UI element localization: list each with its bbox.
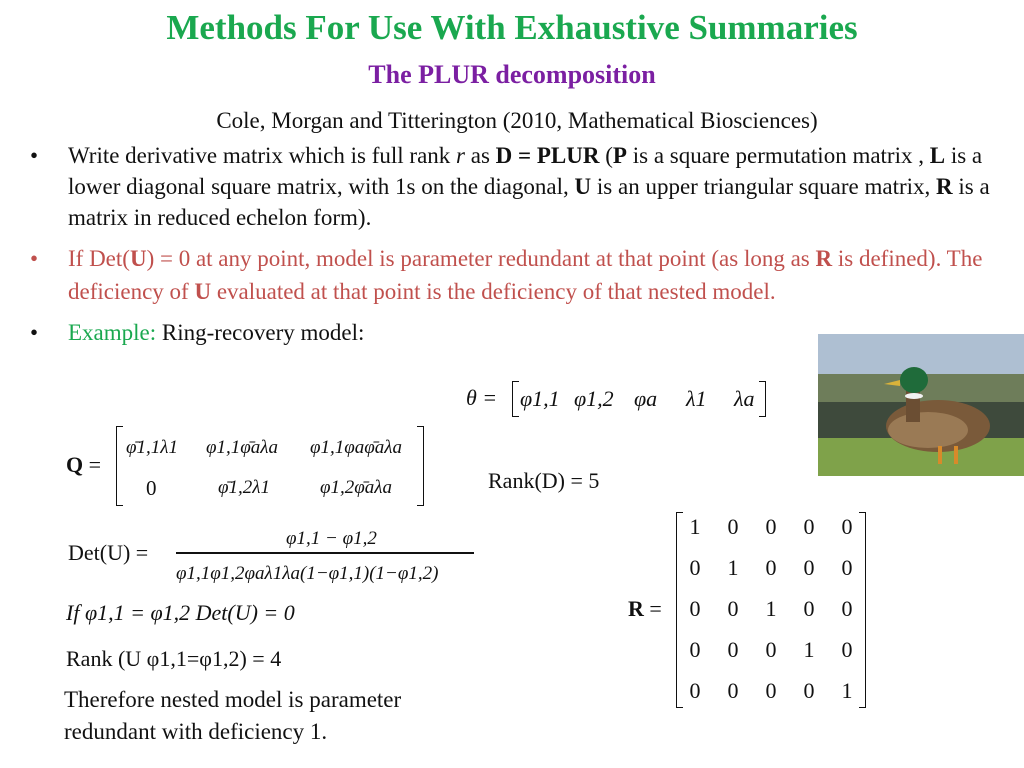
Q-cell: φ1,1φaφ̄aλa	[310, 437, 403, 458]
bullet-list	[30, 140, 998, 348]
R-cell: 0	[727, 514, 739, 539]
R-cell: 0	[803, 555, 815, 580]
theta-entry: φ1,2	[574, 386, 614, 411]
R-cell: 0	[727, 637, 739, 662]
det-U-label: Det(U) =	[68, 540, 149, 565]
Q-cell: φ̄1,1λ1	[126, 437, 178, 458]
R-cell: 0	[841, 596, 853, 621]
bullet-3: • Example: Ring-recovery model:	[30, 317, 998, 348]
R-cell: 0	[803, 596, 815, 621]
R-cell: 1	[803, 637, 815, 662]
bullet-1: • Write derivative matrix which is full rank r as D = PLUR (P is a square permutation matrix , L is a lower diagonal square matrix, with 1s on the diagonal, U is an upper triangular square matrix, R is a matrix in reduced echelon form).	[30, 140, 998, 233]
R-cell: 0	[689, 637, 701, 662]
Q-cell: 0	[146, 476, 157, 500]
R-cell: 0	[803, 514, 815, 539]
bullet-dot: •	[30, 143, 39, 168]
det-U-numerator: φ1,1 − φ1,2	[286, 528, 377, 549]
R-cell: 0	[689, 678, 701, 703]
bullet-dot: •	[30, 246, 39, 271]
bullet-dot: •	[30, 320, 39, 345]
R-cell: 1	[727, 555, 739, 580]
slide-title: Methods For Use With Exhaustive Summaries	[166, 8, 858, 47]
Q-cell: φ1,1φ̄aλa	[206, 437, 279, 458]
R-cell: 0	[727, 596, 739, 621]
R-cell: 1	[765, 596, 777, 621]
R-cell: 0	[689, 555, 701, 580]
theta-entry: λ1	[686, 386, 707, 411]
theta-entry: λa	[734, 386, 755, 411]
R-cell: 0	[689, 596, 701, 621]
R-cell: 0	[841, 514, 853, 539]
theta-vector: θ =	[466, 385, 498, 410]
R-cell: 0	[765, 637, 777, 662]
R-cell: 0	[841, 555, 853, 580]
R-cell: 0	[841, 637, 853, 662]
fraction-bar	[176, 552, 474, 554]
theta-entry: φa	[634, 386, 658, 411]
Q-cell: φ1,2φ̄aλa	[320, 477, 393, 498]
citation: Cole, Morgan and Titterington (2010, Mathematical Biosciences)	[216, 108, 818, 133]
R-cell: 0	[803, 678, 815, 703]
bullet-2: • If Det(U) = 0 at any point, model is parameter redundant at that point (as long as R is defined). The deficiency of U evaluated at that point is the deficiency of that nested model.	[30, 242, 998, 308]
duck-photo	[818, 334, 1024, 476]
Q-label: Q =	[66, 452, 102, 477]
R-cell: 1	[689, 514, 701, 539]
R-cell: 0	[727, 678, 739, 703]
R-label: R =	[628, 596, 662, 621]
rank-D: Rank(D) = 5	[488, 468, 600, 493]
Q-cell: φ̄1,2λ1	[218, 477, 270, 498]
R-cell: 0	[765, 555, 777, 580]
theta-entry: φ1,1	[520, 386, 560, 411]
if-equal-line: If φ1,1 = φ1,2 Det(U) = 0	[66, 600, 295, 625]
conclusion-text: Therefore nested model is parameter redundant with deficiency 1.	[64, 687, 402, 744]
R-cell: 1	[841, 678, 853, 703]
slide-subtitle: The PLUR decomposition	[368, 60, 656, 89]
rank-U: Rank (U φ1,1=φ1,2) = 4	[66, 646, 282, 671]
R-cell: 0	[765, 678, 777, 703]
R-cell: 0	[765, 514, 777, 539]
det-U-denominator: φ1,1φ1,2φaλ1λa(1−φ1,1)(1−φ1,2)	[176, 563, 439, 584]
